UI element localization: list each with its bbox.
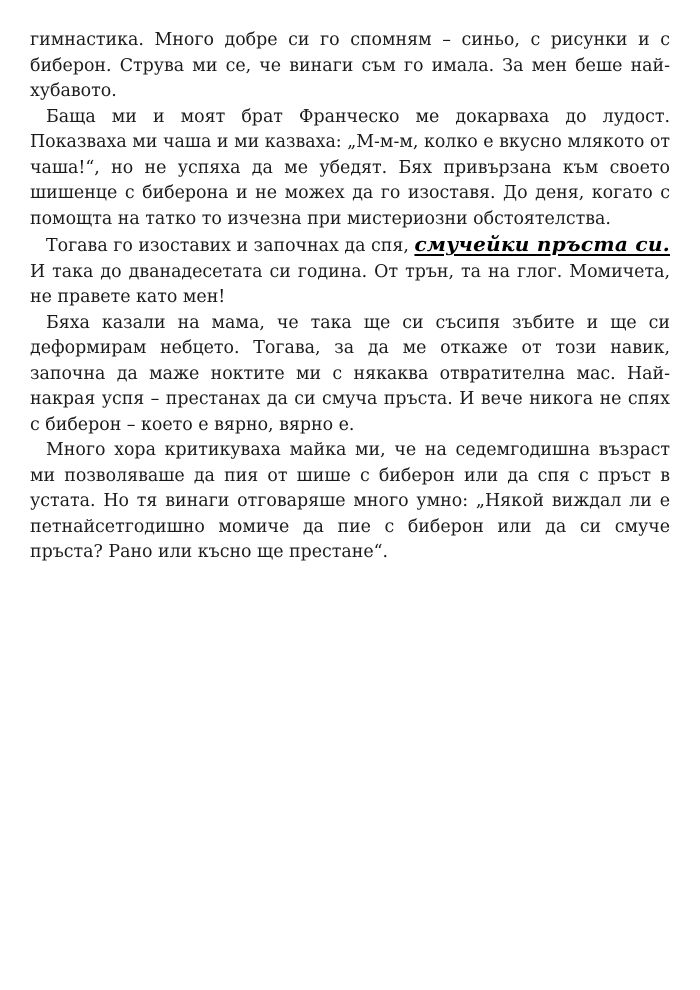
handwritten-highlight: смучейки пръста си.: [414, 232, 670, 256]
paragraph-2: [30, 105, 670, 233]
paragraph-3-after: И така до дванадесетата си година. От трън, та на глог. Момичета, не правете като мен!: [30, 261, 670, 307]
paragraph-5-text: Много хора критикуваха майка ми, че на седемгодишна възраст ми позволяваше да пия от шише с биберон или да спя с пръст в устата. Но тя винаги отговаряше много умно: „Някой виждал ли е петнайсетгодишно момиче да пие с биберон или да си смуче пръста? Рано или късно ще престане“.: [30, 440, 670, 562]
paragraph-4: [30, 311, 670, 439]
paragraph-1-text: гимнастика. Много добре си го спомням – синьо, с рисунки и с биберон. Струва ми се, че винаги съм го имала. За мен беше най-хубавото.: [30, 30, 670, 101]
paragraph-4-text: Бяха казали на мама, че така ще си съсипя зъбите и ще си деформирам небцето. Тогава, за да ме откаже от този навик, започна да маже ноктите ми с някаква отвратителна мас. Най-накрая успя – престанах да си смуча пръста. И вече никога не спях с биберон – което е вярно, вярно е.: [30, 312, 670, 435]
paragraph-3-before: Тогава го изоставих и започнах да спя,: [46, 236, 409, 256]
paragraph-3: [30, 232, 670, 311]
paragraph-2-text: Баща ми и моят брат Франческо ме докарваха до лудост. Показваха ми чаша и ми казваха: „М-м-м, колко е вкусно млякото от чаша!“, но не успяха да ме убедят. Бях привързана към своето шишенце с биберона и не можех да го изоставя. До деня, когато с помощта на татко то изчезна при мистериозни обстоятелства.: [30, 106, 670, 229]
document-page: [30, 28, 670, 566]
paragraph-5: [30, 438, 670, 566]
paragraph-1: [30, 28, 670, 105]
